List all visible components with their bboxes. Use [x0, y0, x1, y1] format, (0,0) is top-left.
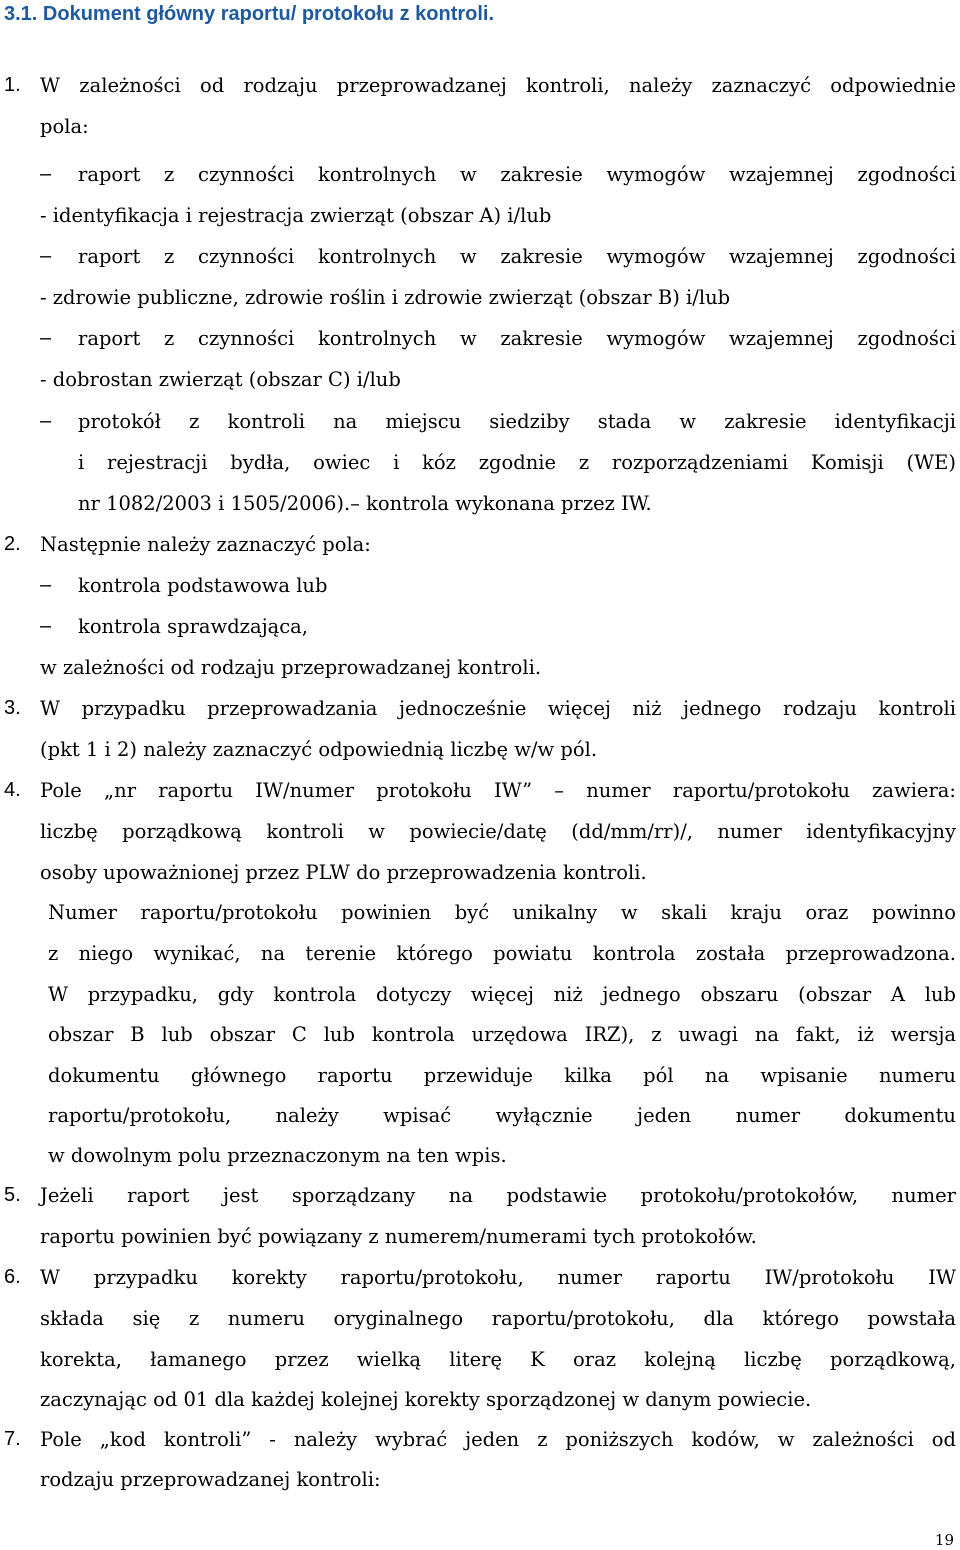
paragraph-line: W przypadku korekty raportu/protokołu, numer raportu IW/protokołu IW: [40, 1266, 956, 1289]
bullet-line: raport z czynności kontrolnych w zakresie wymogów wzajemnej zgodności: [78, 245, 956, 268]
bullet-line: protokół z kontroli na miejscu siedziby stada w zakresie identyfikacji: [78, 410, 956, 433]
paragraph-line: raportu/protokołu, należy wpisać wyłącznie jeden numer dokumentu: [48, 1104, 956, 1127]
dash-bullet: –: [40, 574, 52, 596]
item-number: 1.: [4, 74, 21, 96]
item-number: 4.: [4, 779, 21, 801]
paragraph-line: korekta, łamanego przez wielką literę K oraz kolejną liczbę porządkową,: [40, 1348, 956, 1371]
bullet-line: kontrola sprawdzająca,: [78, 615, 309, 638]
bullet-line: - dobrostan zwierząt (obszar C) i/lub: [40, 368, 401, 391]
bullet-line: - identyfikacja i rejestracja zwierząt (obszar A) i/lub: [40, 204, 552, 227]
bullet-line: kontrola podstawowa lub: [78, 574, 328, 597]
dash-bullet: –: [40, 163, 52, 185]
item-number: 3.: [4, 697, 21, 719]
paragraph-line: (pkt 1 i 2) należy zaznaczyć odpowiednią liczbę w/w pól.: [40, 738, 598, 761]
dash-bullet: –: [40, 410, 52, 432]
paragraph-line: zaczynając od 01 dla każdej kolejnej korekty sporządzonej w danym powiecie.: [40, 1388, 812, 1411]
bullet-line: raport z czynności kontrolnych w zakresie wymogów wzajemnej zgodności: [78, 163, 956, 186]
paragraph-line: obszar B lub obszar C lub kontrola urzędowa IRZ), z uwagi na fakt, iż wersja: [48, 1023, 956, 1046]
paragraph-line: Następnie należy zaznaczyć pola:: [40, 533, 371, 556]
paragraph-line: składa się z numeru oryginalnego raportu/protokołu, dla którego powstała: [40, 1307, 956, 1330]
paragraph-line: rodzaju przeprowadzanej kontroli:: [40, 1468, 381, 1491]
bullet-line: i rejestracji bydła, owiec i kóz zgodnie z rozporządzeniami Komisji (WE): [78, 451, 956, 474]
section-heading: 3.1. Dokument główny raportu/ protokołu z kontroli.: [4, 3, 495, 25]
dash-bullet: –: [40, 245, 52, 267]
paragraph-line: W przypadku, gdy kontrola dotyczy więcej niż jednego obszaru (obszar A lub: [48, 983, 956, 1006]
paragraph-line: W zależności od rodzaju przeprowadzanej kontroli, należy zaznaczyć odpowiednie: [40, 74, 956, 97]
paragraph-line: liczbę porządkową kontroli w powiecie/datę (dd/mm/rr)/, numer identyfikacyjny: [40, 820, 956, 843]
paragraph-line: Pole „nr raportu IW/numer protokołu IW” – numer raportu/protokołu zawiera:: [40, 779, 956, 802]
bullet-line: nr 1082/2003 i 1505/2006).– kontrola wykonana przez IW.: [78, 492, 652, 515]
page-number: 19: [934, 1531, 954, 1549]
bullet-line: raport z czynności kontrolnych w zakresie wymogów wzajemnej zgodności: [78, 327, 956, 350]
paragraph-line: osoby upoważnionej przez PLW do przeprowadzenia kontroli.: [40, 861, 647, 884]
paragraph-line: W przypadku przeprowadzania jednocześnie więcej niż jednego rodzaju kontroli: [40, 697, 956, 720]
item-number: 5.: [4, 1184, 21, 1206]
item-number: 6.: [4, 1266, 21, 1288]
bullet-line: - zdrowie publiczne, zdrowie roślin i zdrowie zwierząt (obszar B) i/lub: [40, 286, 731, 309]
paragraph-line: Jeżeli raport jest sporządzany na podstawie protokołu/protokołów, numer: [40, 1184, 956, 1207]
paragraph-line: dokumentu głównego raportu przewiduje kilka pól na wpisanie numeru: [48, 1064, 956, 1087]
paragraph-line: Pole „kod kontroli” - należy wybrać jeden z poniższych kodów, w zależności od: [40, 1428, 956, 1451]
item-number: 2.: [4, 533, 21, 555]
item-number: 7.: [4, 1428, 21, 1450]
paragraph-line: raportu powinien być powiązany z numerem/numerami tych protokołów.: [40, 1225, 757, 1248]
paragraph-line: w zależności od rodzaju przeprowadzanej kontroli.: [40, 656, 542, 679]
paragraph-line: Numer raportu/protokołu powinien być unikalny w skali kraju oraz powinno: [48, 901, 956, 924]
dash-bullet: –: [40, 327, 52, 349]
paragraph-line: pola:: [40, 115, 89, 138]
paragraph-line: z niego wynikać, na terenie którego powiatu kontrola została przeprowadzona.: [48, 942, 956, 965]
dash-bullet: –: [40, 615, 52, 637]
paragraph-line: w dowolnym polu przeznaczonym na ten wpis.: [48, 1144, 507, 1167]
